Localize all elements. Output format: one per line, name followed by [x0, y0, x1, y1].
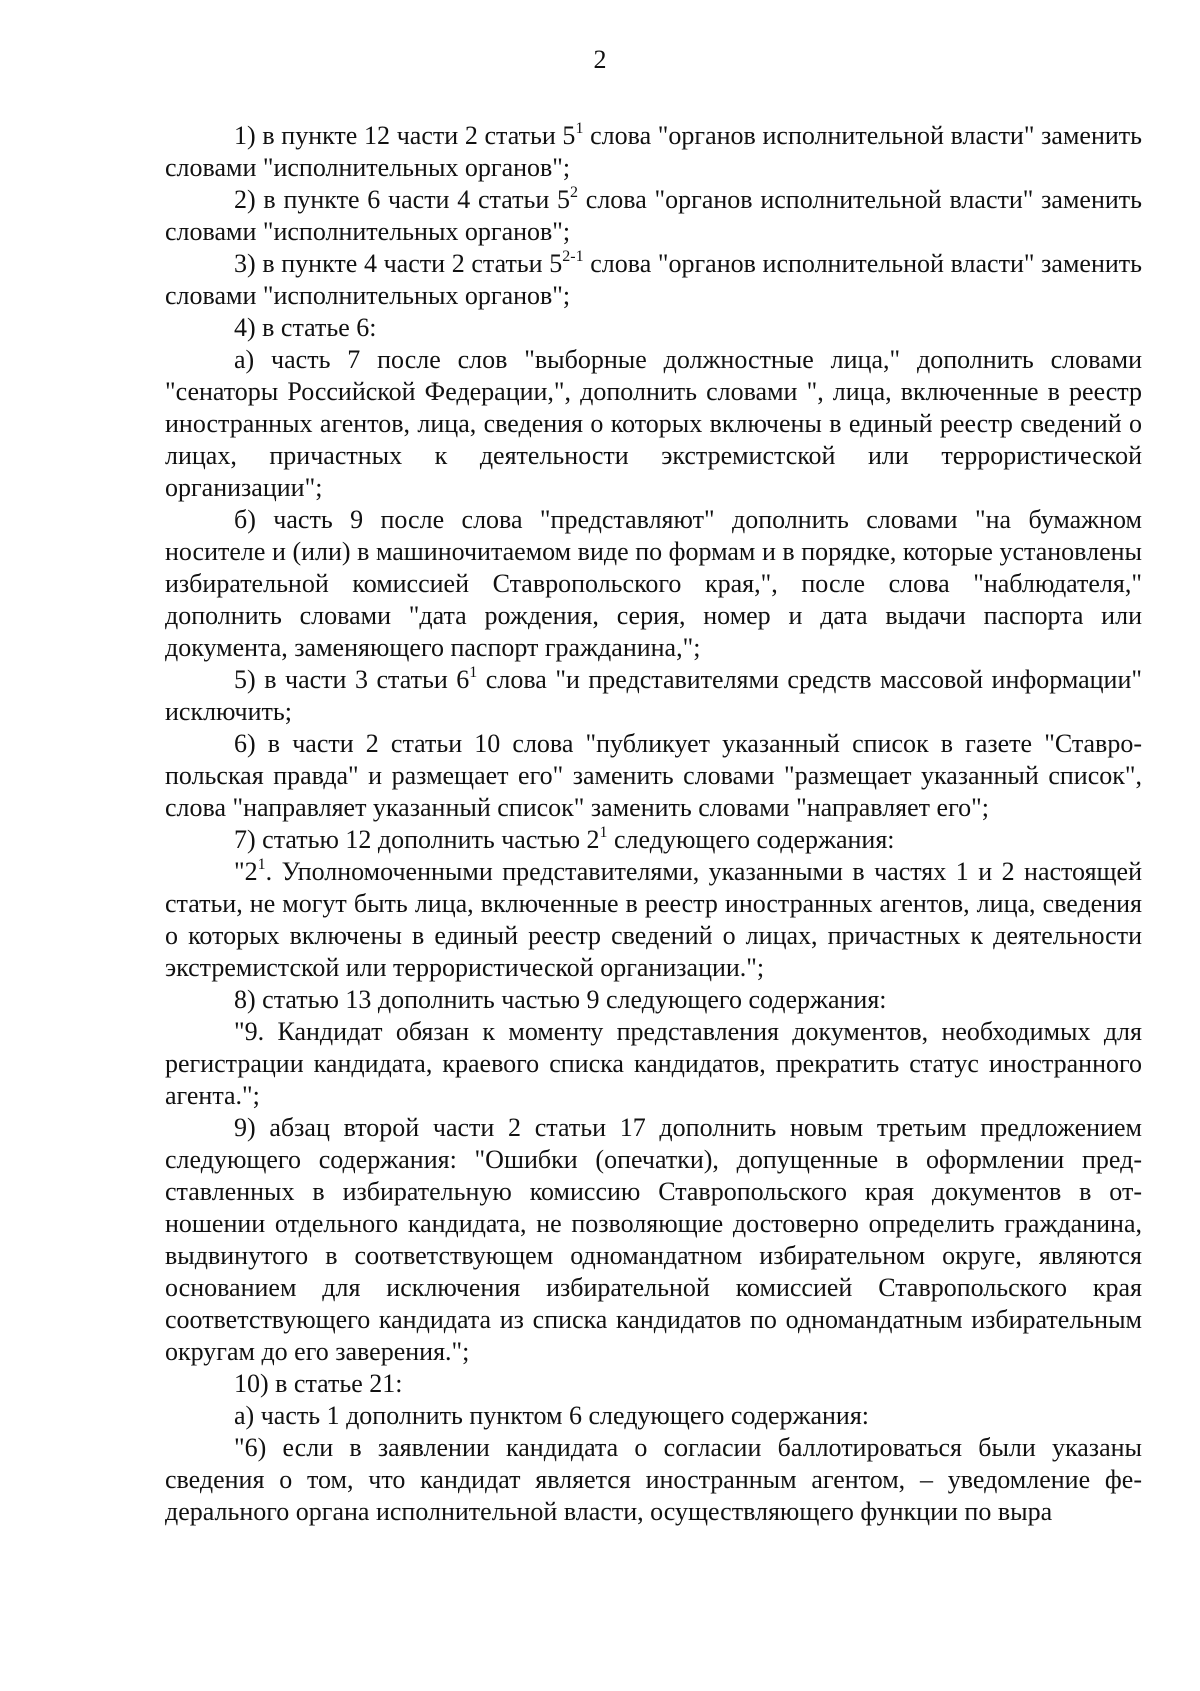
paragraph-text: 4) в статье 6:: [234, 313, 377, 342]
paragraph: [165, 984, 1142, 1016]
paragraph-text: 6) в части 2 статьи 10 слова "публикует указанный список в газете "Ставропольская правда" и размещает его" заменить словами "размещает указанный список", слова "направляет указанный список" заменить словами "направляет его";: [165, 729, 1142, 822]
paragraph: [165, 856, 1142, 984]
superscript: 1: [599, 824, 608, 841]
paragraph-text: 1) в пункте 12 части 2 статьи 5: [234, 121, 576, 150]
paragraph-text: 3) в пункте 4 части 2 статьи 5: [234, 249, 563, 278]
paragraph: [165, 1400, 1142, 1432]
superscript: 2: [570, 184, 579, 201]
paragraph-text: 7) статью 12 дополнить частью 2: [234, 825, 600, 854]
paragraph: [165, 728, 1142, 824]
paragraph-text: 8) статью 13 дополнить частью 9 следующего содержания:: [234, 985, 887, 1014]
paragraph: [165, 1016, 1142, 1112]
document-body: [165, 120, 1142, 1528]
paragraph-text: 2) в пункте 6 части 4 статьи 5: [234, 185, 571, 214]
paragraph-text: следующего содержания:: [607, 825, 895, 854]
paragraph: [165, 120, 1142, 184]
paragraph: [165, 664, 1142, 728]
superscript: 2-1: [562, 248, 584, 265]
paragraph-text: "6) если в заявлении кандидата о согласии баллотироваться были указаны сведения о том, что кандидат является иностранным агентом, – уведомление федерального органа исполнительной власти, осуществляющего функции по выра: [165, 1433, 1142, 1526]
paragraph-text: слова "и представителями средств массовой информации" исключить;: [165, 665, 1142, 726]
paragraph-text: слова "органов исполнительной власти" заменить словами "исполнительных органов";: [165, 249, 1143, 310]
superscript: 1: [575, 120, 584, 137]
paragraph: [165, 1432, 1142, 1528]
paragraph-text: "2: [234, 857, 258, 886]
paragraph: [165, 248, 1142, 312]
superscript: 1: [469, 664, 478, 681]
paragraph: [165, 504, 1142, 664]
paragraph: [165, 824, 1142, 856]
superscript: 1: [257, 856, 266, 873]
paragraph: [165, 344, 1142, 504]
paragraph-text: слова "органов исполнительной власти" заменить словами "исполнительных органов";: [165, 185, 1142, 246]
paragraph: [165, 184, 1142, 248]
paragraph-text: а) часть 1 дополнить пунктом 6 следующего содержания:: [234, 1401, 870, 1430]
paragraph-text: а) часть 7 после слов "выборные должностные лица," дополнить словами "сенаторы Российской Федерации,", дополнить словами ", лица, включенные в реестр иностранных агентов, лица, сведения о которых включены в единый реестр сведений о лицах, причастных к деятельности экстремистской или террористической организации";: [165, 345, 1142, 502]
paragraph: [165, 312, 1142, 344]
page-number: 2: [593, 45, 607, 74]
paragraph: [165, 1368, 1142, 1400]
paragraph-text: 10) в статье 21:: [234, 1369, 403, 1398]
paragraph-text: 9) абзац второй части 2 статьи 17 дополнить новым третьим предложением следующего содержания: "Ошибки (опечатки), допущенные в оформлении представленных в избирательную комиссию Ставропольского края документов в отношении отдельного кандидата, не позволяющие достоверно определить гражданина, выдвинутого в соответствующем одномандатном избирательном округе, являются основанием для исключения избирательной комиссией Ставропольского края соответствующего кандидата из списка кандидатов по одномандатным избирательным округам до его заверения.";: [165, 1113, 1142, 1366]
paragraph: [165, 1112, 1142, 1368]
paragraph-text: 5) в части 3 статьи 6: [234, 665, 470, 694]
paragraph-text: б) часть 9 после слова "представляют" дополнить словами "на бумажном носителе и (или) в машиночитаемом виде по формам и в порядке, которые установлены избирательной комиссией Ставропольского края,", после слова "наблюдателя," дополнить словами "дата рождения, серия, номер и дата выдачи паспорта или документа, заменяющего паспорт гражданина,";: [165, 505, 1142, 662]
paragraph-text: слова "органов исполнительной власти" заменить словами "исполнительных органов";: [165, 121, 1142, 182]
paragraph-text: . Уполномоченными представителями, указанными в частях 1 и 2 настоящей статьи, не могут быть лица, включенные в реестр иностранных агентов, лица, сведения о которых включены в единый реестр сведений о лицах, причастных к деятельности экстремистской или террористической организации.";: [165, 857, 1142, 982]
paragraph-text: "9. Кандидат обязан к моменту представления документов, необходимых для регистрации кандидата, краевого списка кандидатов, прекратить статус иностранного агента.";: [165, 1017, 1142, 1110]
